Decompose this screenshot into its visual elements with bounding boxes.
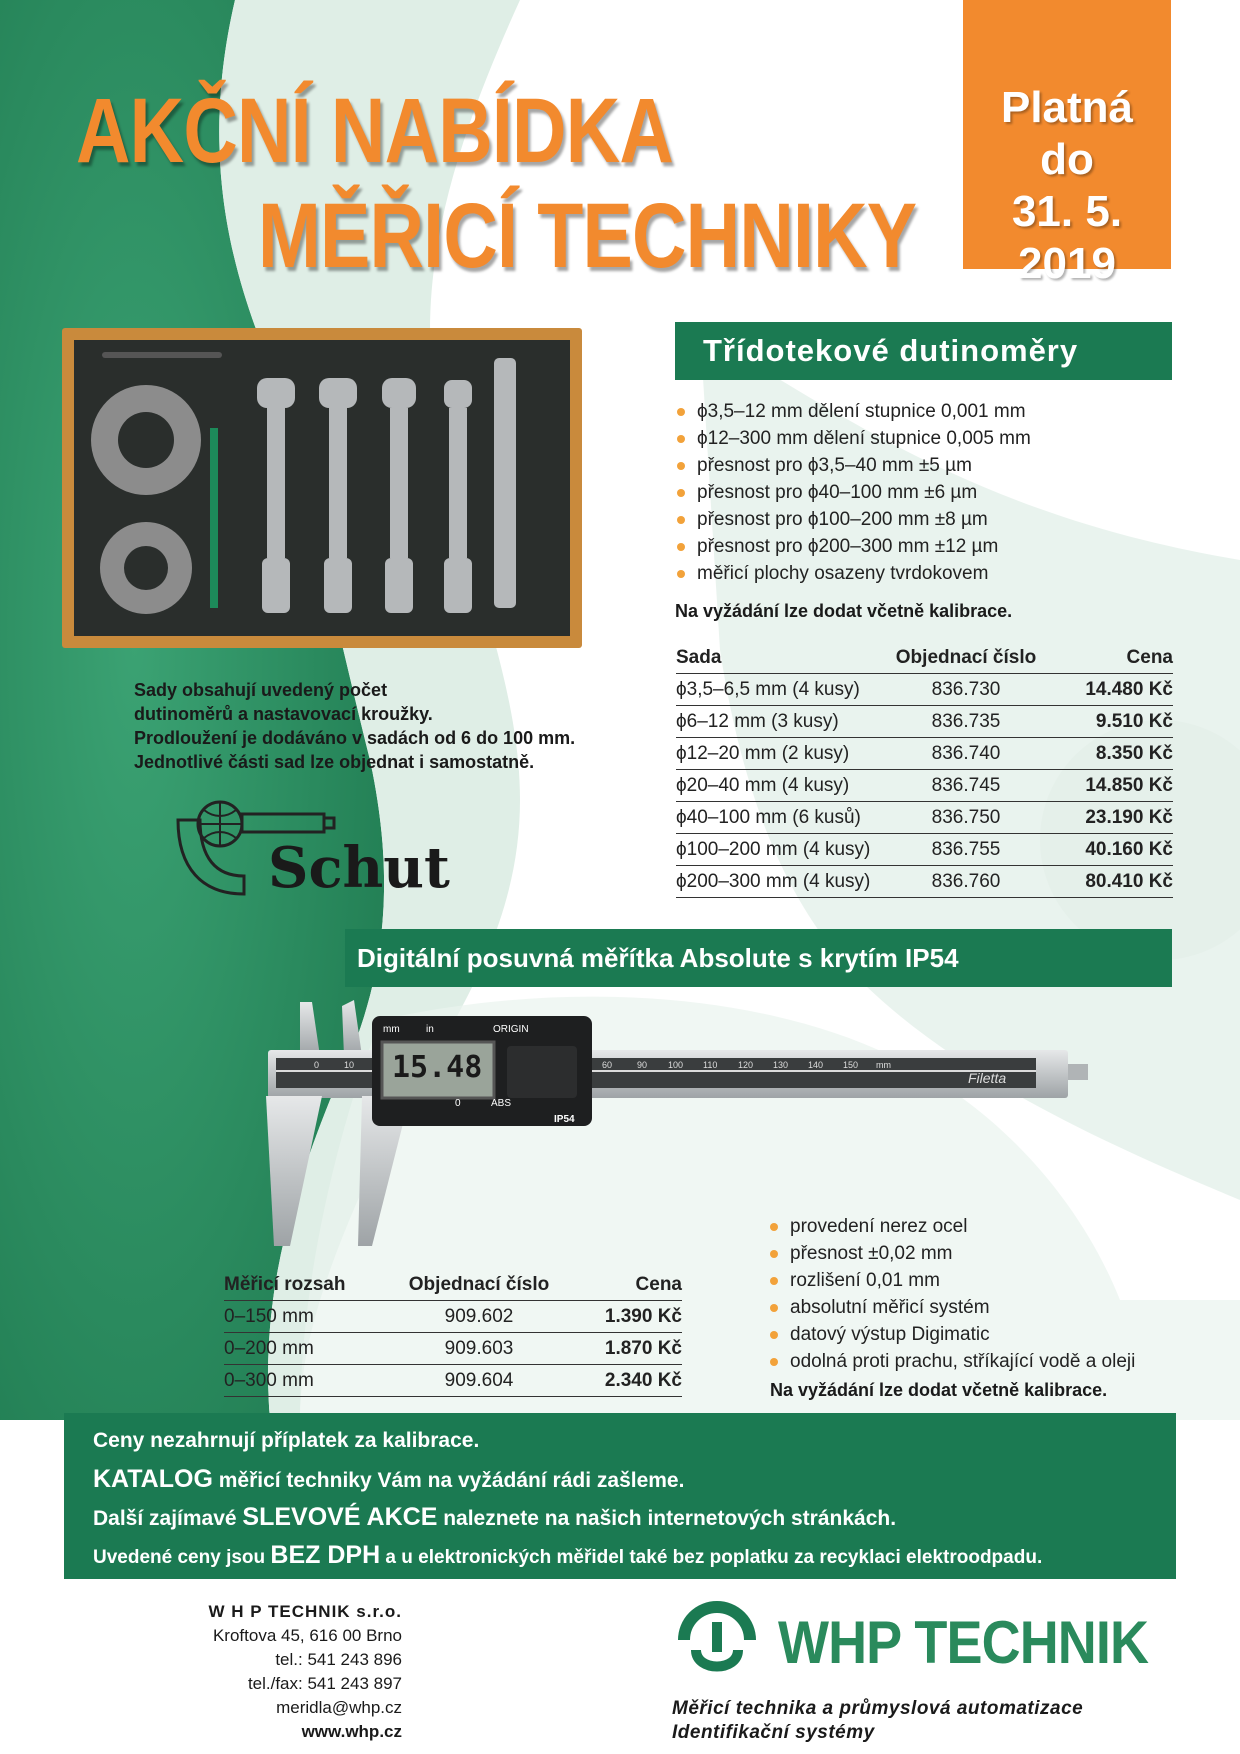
bore-gauges-feature-list (675, 398, 1175, 587)
feature-item: přesnost pro ϕ100–200 mm ±8 µm (675, 506, 1175, 533)
banner-line3-text: naleznete na našich internetových stránkách. (437, 1507, 897, 1530)
cell-set: ϕ20–40 mm (4 kusy) (676, 770, 881, 802)
table-row (676, 802, 1173, 834)
scale-tick-label: 120 (738, 1060, 754, 1070)
validity-line2: do (1040, 135, 1094, 184)
table-row (676, 674, 1173, 706)
cell-price: 23.190 Kč (1051, 802, 1173, 834)
headline-line2: MĚŘICÍ TECHNIKY (258, 185, 917, 287)
validity-line1: Platná (1000, 83, 1134, 132)
sets-note (134, 678, 575, 774)
sets-note-line: dutinoměrů a nastavovací kroužky. (134, 704, 433, 724)
cell-order-number: 836.755 (881, 834, 1051, 866)
scale-tick-label: 90 (637, 1060, 648, 1070)
col-header-price: Cena (635, 1274, 682, 1295)
cell-price: 14.850 Kč (1051, 770, 1173, 802)
banner-line4 (93, 1541, 1042, 1570)
scale-tick-label: 0 (314, 1060, 320, 1070)
table-row (676, 834, 1173, 866)
table-row (676, 770, 1173, 802)
table-header-row (224, 1270, 682, 1301)
cell-set: ϕ40–100 mm (6 kusů) (676, 802, 881, 834)
feature-item: provedení nerez ocel (768, 1213, 1188, 1240)
cell-order-number: 836.745 (881, 770, 1051, 802)
sets-note-line: Sady obsahují uvedený počet (134, 680, 388, 700)
cell-order-number: 836.730 (881, 674, 1051, 706)
caliper-label-mm: mm (383, 1024, 400, 1035)
banner-line3 (93, 1503, 896, 1532)
banner-line2 (93, 1465, 684, 1494)
caliper-label-origin: ORIGIN (493, 1024, 529, 1035)
banner-line1: Ceny nezahrnují příplatek za kalibrace. (93, 1429, 480, 1452)
cell-price: 40.160 Kč (1051, 834, 1173, 866)
company-phone: tel.: 541 243 896 (275, 1650, 402, 1669)
cell-price: 80.410 Kč (1051, 866, 1173, 898)
cell-price: 2.340 Kč (574, 1365, 682, 1397)
whp-logo-icon (672, 1600, 762, 1690)
table-row (676, 866, 1173, 898)
table-row (224, 1301, 682, 1333)
banner-line4-pre: Uvedené ceny jsou (93, 1547, 271, 1568)
col-header-price: Cena (1126, 647, 1173, 668)
table-row (676, 738, 1173, 770)
feature-item: přesnost ±0,02 mm (768, 1240, 1188, 1267)
company-street: Kroftova 45, 616 00 Brno (212, 1626, 402, 1645)
calipers-title-bar (345, 929, 1172, 987)
caliper-label-ip: IP54 (554, 1114, 575, 1125)
cell-order-number: 909.602 (384, 1301, 574, 1333)
cell-set: ϕ6–12 mm (3 kusy) (676, 706, 881, 738)
feature-item: přesnost pro ϕ200–300 mm ±12 µm (675, 533, 1175, 560)
caliper-display-reading: 15.48 (392, 1050, 483, 1085)
company-name: W H P TECHNIK s.r.o. (208, 1602, 402, 1621)
banner-catalog-highlight: KATALOG (93, 1465, 213, 1493)
validity-date: 31. 5. 2019 (1011, 187, 1123, 288)
col-header-order-number: Objednací číslo (408, 1274, 550, 1295)
feature-item: přesnost pro ϕ40–100 mm ±6 µm (675, 479, 1175, 506)
cell-set: ϕ12–20 mm (2 kusy) (676, 738, 881, 770)
calipers-price-table (224, 1270, 682, 1397)
table-row (676, 706, 1173, 738)
scale-tick-label: 130 (773, 1060, 789, 1070)
feature-item: ϕ12–300 mm dělení stupnice 0,005 mm (675, 425, 1175, 452)
banner-discount-highlight: SLEVOVÉ AKCE (242, 1503, 438, 1531)
feature-item: absolutní měřicí systém (768, 1294, 1188, 1321)
company-address (150, 1600, 402, 1744)
sets-note-line: Jednotlivé části sad lze objednat i samostatně. (134, 752, 535, 772)
bore-gauges-calibration-note: Na vyžádání lze dodat včetně kalibrace. (675, 601, 1013, 621)
cell-set: ϕ3,5–6,5 mm (4 kusy) (676, 674, 881, 706)
cell-price: 1.870 Kč (574, 1333, 682, 1365)
bore-gauge-set-photo (62, 328, 582, 648)
cell-set: ϕ200–300 mm (4 kusy) (676, 866, 881, 898)
table-row (224, 1333, 682, 1365)
col-header-set: Sada (676, 647, 722, 668)
validity-badge (963, 0, 1171, 288)
caliper-maker-mark: Filetta (968, 1070, 1007, 1086)
scale-tick-label: 140 (808, 1060, 824, 1070)
cell-price: 9.510 Kč (1051, 706, 1173, 738)
scale-tick-label: mm (876, 1060, 891, 1070)
calipers-calibration-note: Na vyžádání lze dodat včetně kalibrace. (770, 1380, 1108, 1400)
cell-range: 0–150 mm (224, 1301, 384, 1333)
info-banner (64, 1413, 1176, 1579)
caliper-label-in: in (426, 1024, 434, 1035)
caliper-label-zero: 0 (455, 1098, 461, 1109)
calipers-title: Digitální posuvná měřítka Absolute s krytím IP54 (357, 943, 959, 973)
sets-note-line: Prodloužení je dodáváno v sadách od 6 do 100 mm. (134, 728, 576, 748)
feature-item: datový výstup Digimatic (768, 1321, 1188, 1348)
schut-logo-text: Schut (268, 835, 450, 901)
company-email[interactable]: meridla@whp.cz (276, 1698, 402, 1717)
feature-item: rozlišení 0,01 mm (768, 1267, 1188, 1294)
cell-price: 14.480 Kč (1051, 674, 1173, 706)
scale-tick-label: 150 (843, 1060, 859, 1070)
whp-tagline1: Měřicí technika a průmyslová automatizace (672, 1698, 1084, 1719)
whp-logo-text: WHP TECHNIK (778, 1609, 1149, 1676)
company-fax: tel./fax: 541 243 897 (247, 1674, 402, 1693)
cell-order-number: 836.750 (881, 802, 1051, 834)
company-website[interactable]: www.whp.cz (301, 1722, 402, 1741)
feature-item: měřicí plochy osazeny tvrdokovem (675, 560, 1175, 587)
banner-vat-highlight: BEZ DPH (270, 1541, 381, 1569)
cell-order-number: 836.740 (881, 738, 1051, 770)
cell-order-number: 909.604 (384, 1365, 574, 1397)
cell-order-number: 909.603 (384, 1333, 574, 1365)
banner-line2-text: měřicí techniky Vám na vyžádání rádi zašleme. (212, 1469, 685, 1492)
cell-order-number: 836.760 (881, 866, 1051, 898)
whp-tagline2: Identifikační systémy (672, 1722, 875, 1743)
cell-price: 1.390 Kč (574, 1301, 682, 1333)
bore-gauges-title: Třídotekové dutinoměry (703, 333, 1079, 368)
scale-tick-label: 60 (602, 1060, 613, 1070)
table-header-row (676, 643, 1173, 674)
calipers-feature-list (768, 1213, 1188, 1375)
cell-price: 8.350 Kč (1051, 738, 1173, 770)
bore-gauges-price-table (676, 643, 1173, 898)
schut-logo (172, 798, 472, 902)
scale-tick-label: 110 (703, 1060, 718, 1070)
feature-item: odolná proti prachu, stříkající vodě a oleji (768, 1348, 1188, 1375)
cell-range: 0–200 mm (224, 1333, 384, 1365)
bore-gauges-title-bar (675, 322, 1172, 380)
cell-range: 0–300 mm (224, 1365, 384, 1397)
col-header-order-number: Objednací číslo (895, 647, 1037, 668)
caliper-label-abs: ABS (491, 1098, 512, 1109)
headline-line1: AKČNÍ NABÍDKA (76, 80, 674, 182)
feature-item: ϕ3,5–12 mm dělení stupnice 0,001 mm (675, 398, 1175, 425)
banner-line4-text: a u elektronických měřidel také bez poplatku za recyklaci elektroodpadu. (380, 1547, 1043, 1568)
cell-order-number: 836.735 (881, 706, 1051, 738)
table-row (224, 1365, 682, 1397)
col-header-range: Měřicí rozsah (224, 1274, 346, 1295)
cell-set: ϕ100–200 mm (4 kusy) (676, 834, 881, 866)
banner-line3-pre: Další zajímavé (93, 1507, 243, 1530)
scale-tick-label: 100 (668, 1060, 684, 1070)
scale-tick-label: 10 (344, 1060, 355, 1070)
feature-item: přesnost pro ϕ3,5–40 mm ±5 µm (675, 452, 1175, 479)
